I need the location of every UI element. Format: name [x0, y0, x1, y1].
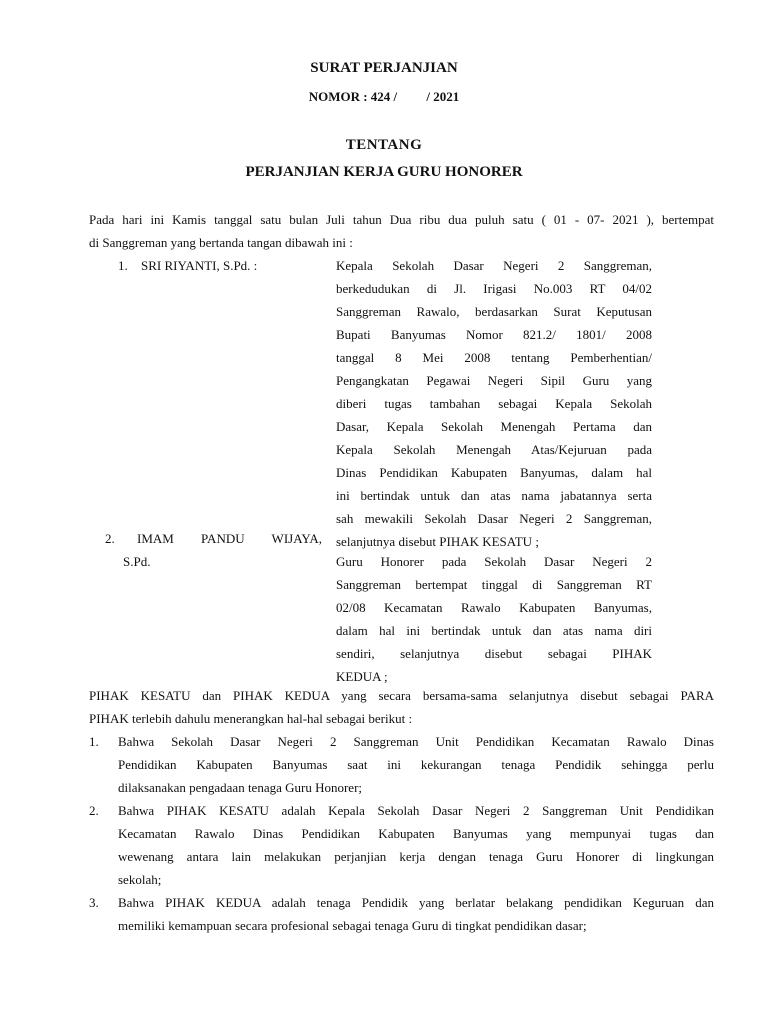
- point-line: sekolah;: [118, 872, 162, 887]
- party1-desc-line: Dinas Pendidikan Kabupaten Banyumas, dalam hal: [336, 465, 652, 480]
- party1-desc-line: Kepala Sekolah Dasar Negeri 2 Sanggreman,: [336, 258, 652, 273]
- party2-desc-line: Guru Honorer pada Sekolah Dasar Negeri 2: [336, 554, 652, 569]
- party1-desc-line: Dasar, Kepala Sekolah Menengah Pertama dan: [336, 419, 652, 434]
- intro-line-2: di Sanggreman yang bertanda tangan dibawah ini :: [89, 235, 353, 250]
- party1-desc-line: Pengangkatan Pegawai Negeri Sipil Guru yang: [336, 373, 652, 388]
- document-about: TENTANG: [345, 137, 423, 153]
- para-line-2: PIHAK terlebih dahulu menerangkan hal-hal sebagai berikut :: [89, 711, 413, 726]
- party2-desc-line: sendiri, selanjutnya disebut sebagai PIHAK: [336, 646, 652, 661]
- party2-desc-line: KEDUA ;: [336, 669, 388, 684]
- party1-name: SRI RIYANTI, S.Pd. :: [141, 258, 258, 273]
- party1-desc-line: sah mewakili Sekolah Dasar Negeri 2 Sanggreman,: [336, 511, 652, 526]
- point-number: 1.: [89, 734, 99, 749]
- point-line: Bahwa Sekolah Dasar Negeri 2 Sanggreman Unit Pendidikan Kecamatan Rawalo Dinas: [118, 734, 714, 749]
- para-line-1: PIHAK KESATU dan PIHAK KEDUA yang secara bersama-sama selanjutnya disebut sebagai PARA: [89, 688, 714, 703]
- party1-desc-line: selanjutnya disebut PIHAK KESATU ;: [336, 534, 539, 549]
- party1-desc-line: tanggal 8 Mei 2008 tentang Pemberhentian/: [336, 350, 652, 365]
- point-line: Pendidikan Kabupaten Banyumas saat ini kekurangan tenaga Pendidik sehingga perlu: [118, 757, 714, 772]
- intro-line-1: Pada hari ini Kamis tanggal satu bulan Juli tahun Dua ribu dua puluh satu ( 01 - 07- 2021 ), bertempat: [89, 212, 714, 227]
- party2-desc-line: dalam hal ini bertindak untuk dan atas nama diri: [336, 623, 652, 638]
- party1-desc-line: ini bertindak untuk dan atas nama jabatannya serta: [336, 488, 652, 503]
- document-subject: PERJANJIAN KERJA GURU HONORER: [245, 164, 523, 180]
- party2-name-line1: IMAM PANDU WIJAYA,: [137, 531, 322, 546]
- party1-desc-line: Sanggreman Rawalo, berdasarkan Surat Keputusan: [336, 304, 652, 319]
- party1-desc-line: Kepala Sekolah Menengah Atas/Kejuruan pada: [336, 442, 652, 457]
- point-line: Bahwa PIHAK KEDUA adalah tenaga Pendidik yang berlatar belakang pendidikan Keguruan dan: [118, 895, 714, 910]
- party2-number: 2.: [105, 531, 115, 546]
- document-title: SURAT PERJANJIAN: [310, 60, 458, 76]
- party2-desc-line: 02/08 Kecamatan Rawalo Kabupaten Banyumas,: [336, 600, 652, 615]
- party1-desc-line: diberi tugas tambahan sebagai Kepala Sekolah: [336, 396, 652, 411]
- party2-name-line2: S.Pd.: [123, 554, 151, 569]
- party1-desc-line: berkedudukan di Jl. Irigasi No.003 RT 04/02: [336, 281, 652, 296]
- point-line: Bahwa PIHAK KESATU adalah Kepala Sekolah Dasar Negeri 2 Sanggreman Unit Pendidikan: [118, 803, 714, 818]
- document-number: NOMOR : 424 / / 2021: [308, 89, 460, 104]
- point-line: dilaksanakan pengadaan tenaga Guru Honorer;: [118, 780, 363, 795]
- point-line: wewenang antara lain melakukan perjanjian kerja dengan tenaga Guru Honorer di lingkungan: [118, 849, 714, 864]
- party1-desc-line: Bupati Banyumas Nomor 821.2/ 1801/ 2008: [336, 327, 652, 342]
- point-line: memiliki kemampuan secara profesional sebagai tenaga Guru di tingkat pendidikan dasar;: [118, 918, 587, 933]
- party2-desc-line: Sanggreman bertempat tinggal di Sanggreman RT: [336, 577, 652, 592]
- point-number: 2.: [89, 803, 99, 818]
- party1-number: 1.: [118, 258, 128, 273]
- point-number: 3.: [89, 895, 99, 910]
- point-line: Kecamatan Rawalo Dinas Pendidikan Kabupaten Banyumas yang mempunyai tugas dan: [118, 826, 714, 841]
